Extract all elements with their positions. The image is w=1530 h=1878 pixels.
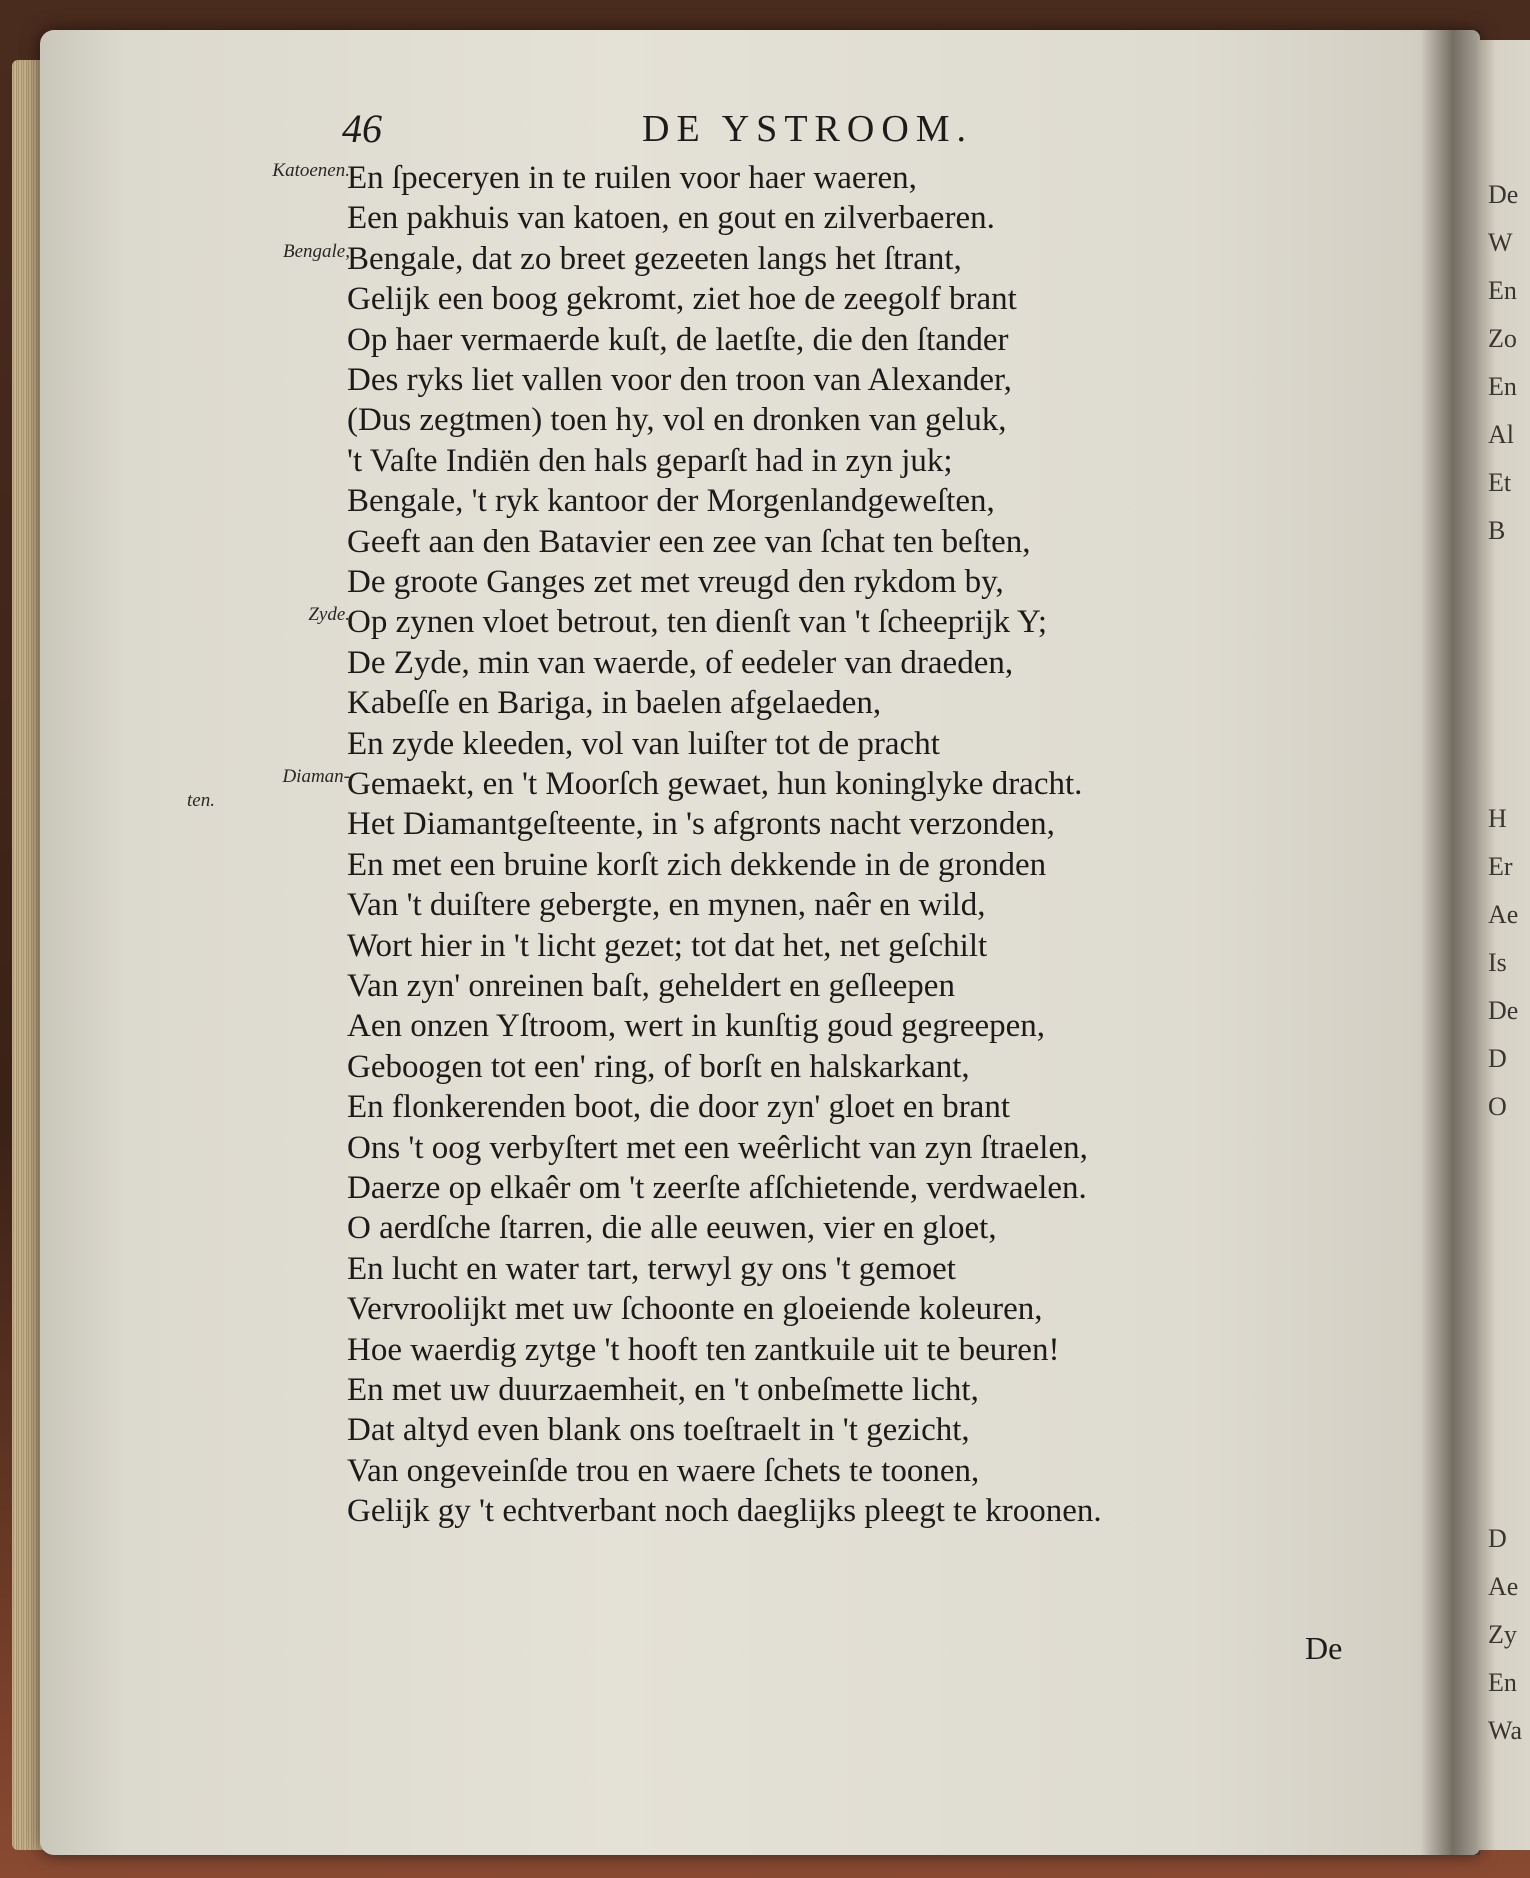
- verse-line: Bengale, dat zo breet gezeeten langs het ſtrant,: [347, 240, 962, 277]
- facing-page-fragment: Is: [1488, 948, 1507, 977]
- verse-line: Vervroolijkt met uw ſchoonte en gloeiende koleuren,: [347, 1291, 1043, 1328]
- facing-page-fragment: O: [1488, 1092, 1507, 1121]
- facing-page-fragment: En: [1488, 276, 1517, 305]
- verse-line: Wort hier in 't licht gezet; tot dat het, net geſchilt: [347, 927, 988, 964]
- verse-line: Bengale, 't ryk kantoor der Morgenlandgeweſten,: [347, 483, 995, 520]
- facing-page-fragment: Zo: [1488, 324, 1517, 353]
- verse-line: 't Vaſte Indiën den hals geparſt had in zyn juk;: [347, 442, 953, 479]
- verse-line: De Zyde, min van waerde, of eedeler van draeden,: [347, 644, 1014, 681]
- verse-line: Gemaekt, en 't Moorſch gewaet, hun koninglyke dracht.: [347, 766, 1083, 802]
- verse-line: Van 't duiſtere gebergte, en mynen, naêr en wild,: [347, 887, 986, 924]
- verse-line: (Dus zegtmen) toen hy, vol en dronken van geluk,: [347, 402, 1007, 439]
- facing-page-fragment: Er: [1488, 852, 1513, 881]
- verse-line: Hoe waerdig zytge 't hooft ten zantkuile uit te beuren!: [347, 1331, 1060, 1368]
- verse-line: Van zyn' onreinen baſt, geheldert en geſleepen: [347, 968, 955, 1004]
- verse-line: Gelijk een boog gekromt, ziet hoe de zeegolf brant: [347, 281, 1017, 318]
- facing-page-fragment: En: [1488, 372, 1517, 401]
- verse-line: Geeft aan den Batavier een zee van ſchat ten beſten,: [347, 523, 1031, 560]
- margin-note: Zyde.: [308, 604, 350, 626]
- facing-page-fragment: W: [1488, 228, 1513, 257]
- verse-line: En ſpeceryen in te ruilen voor haer waeren,: [347, 160, 917, 196]
- verse-line: Kabeſſe en Bariga, in baelen afgelaeden,: [347, 685, 882, 722]
- verse-line: Van ongeveinſde trou en waere ſchets te toonen,: [347, 1452, 980, 1489]
- facing-page-edge: [1478, 40, 1530, 1850]
- facing-page-fragment: De: [1488, 180, 1519, 209]
- facing-page-fragment: De: [1488, 996, 1519, 1025]
- verse-line: Dat altyd even blank ons toeſtraelt in 't gezicht,: [347, 1412, 970, 1449]
- verse-line: En flonkerenden boot, die door zyn' gloet en brant: [347, 1089, 1010, 1126]
- book-gutter: [1420, 30, 1480, 1855]
- facing-page-fragment: D: [1488, 1524, 1507, 1553]
- facing-page-fragment: H: [1488, 804, 1507, 833]
- page-number: 46: [342, 106, 382, 151]
- verse-line: Op haer vermaerde kuſt, de laetſte, die den ſtander: [347, 321, 1009, 358]
- facing-page-fragment: Wa: [1488, 1716, 1522, 1745]
- verse-line: O aerdſche ſtarren, die alle eeuwen, vier en gloet,: [347, 1210, 997, 1247]
- margin-note: Katoenen.: [272, 160, 350, 181]
- facing-page-fragment: D: [1488, 1044, 1507, 1073]
- verse-line: Ons 't oog verbyſtert met een weêrlicht van zyn ſtraelen,: [347, 1129, 1088, 1166]
- verse-line: En lucht en water tart, terwyl gy ons 't gemoet: [347, 1250, 956, 1287]
- margin-note: ten.: [187, 790, 215, 812]
- verse-line: Geboogen tot een' ring, of borſt en halskarkant,: [347, 1048, 970, 1085]
- verse-line: En met uw duurzaemheit, en 't onbeſmette licht,: [347, 1372, 979, 1408]
- verse-line: Aen onzen Yſtroom, wert in kunſtig goud gegreepen,: [347, 1008, 1046, 1045]
- catchword: De: [1305, 1630, 1343, 1666]
- facing-page-fragment: B: [1488, 516, 1506, 545]
- verse-line: En met een bruine korſt zich dekkende in de gronden: [347, 846, 1047, 883]
- verse-line: Daerze op elkaêr om 't zeerſte afſchietende, verdwaelen.: [347, 1170, 1087, 1206]
- verse-line: Een pakhuis van katoen, en gout en zilverbaeren.: [347, 200, 995, 237]
- verse-line: En zyde kleeden, vol van luiſter tot de pracht: [347, 725, 940, 762]
- facing-page-fragment: Ae: [1488, 1572, 1519, 1601]
- facing-page-fragment: Ae: [1488, 900, 1519, 929]
- verse-line: Des ryks liet vallen voor den troon van Alexander,: [347, 362, 1012, 398]
- verse-line: De groote Ganges zet met vreugd den rykdom by,: [347, 564, 1004, 600]
- verse-line: Gelijk gy 't echtverbant noch daeglijks pleegt te kroonen.: [347, 1493, 1102, 1530]
- running-title: DE YSTROOM.: [642, 108, 974, 150]
- facing-page-fragment: Et: [1488, 468, 1512, 497]
- facing-page-fragment: Al: [1488, 420, 1514, 449]
- verse-line: Op zynen vloet betrout, ten dienſt van 't ſcheeprijk Y;: [347, 604, 1047, 641]
- verse-line: Het Diamantgeſteente, in 's afgronts nacht verzonden,: [347, 806, 1055, 843]
- margin-note: Diaman-: [282, 766, 350, 787]
- facing-page-fragment: Zy: [1488, 1620, 1517, 1649]
- margin-note: Bengale,: [282, 240, 350, 262]
- page-header: [330, 105, 1180, 165]
- facing-page-fragment: En: [1488, 1668, 1517, 1697]
